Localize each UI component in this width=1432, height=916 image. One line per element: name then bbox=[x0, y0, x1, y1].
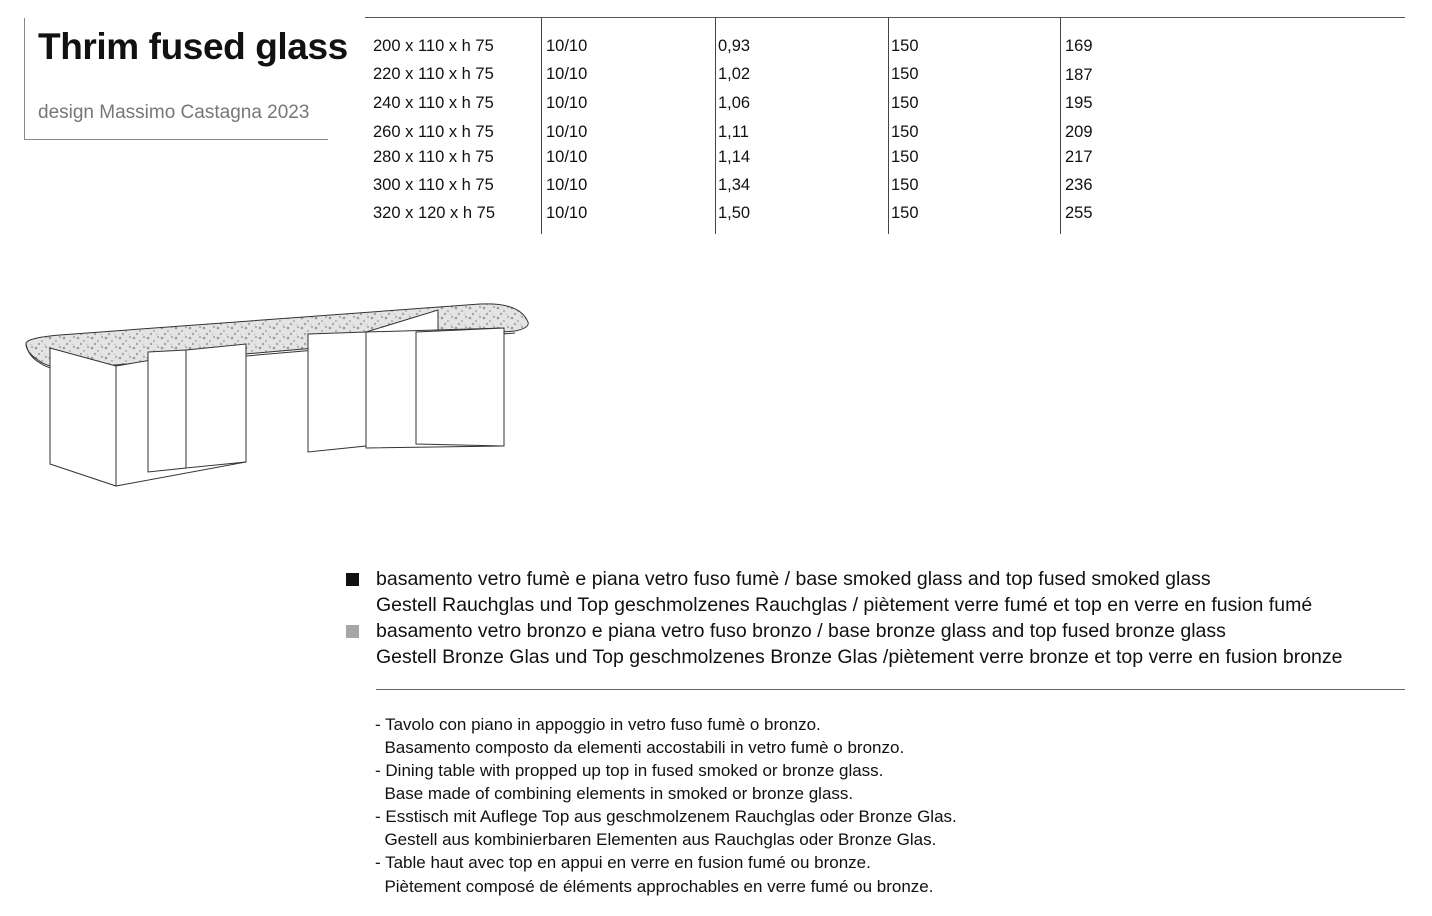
note-line: Piètement composé de éléments approchables en verre fumé ou bronze. bbox=[375, 877, 934, 896]
spec-cell: 150 bbox=[891, 94, 919, 112]
spec-cell: 150 bbox=[891, 37, 919, 55]
spec-cell: 1,06 bbox=[718, 94, 751, 112]
spec-cell: 1,02 bbox=[718, 65, 751, 83]
spec-cell: 150 bbox=[891, 176, 919, 194]
spec-cell: 280 x 110 x h 75 bbox=[373, 148, 494, 166]
spec-cell: 1,14 bbox=[718, 148, 751, 166]
spec-cell: 10/10 bbox=[546, 204, 588, 222]
finish-smoked-line2: Gestell Rauchglas und Top geschmolzenes Rauchglas / piètement verre fumé et top en verre en fusion fumé bbox=[376, 594, 1313, 616]
spec-col-2 bbox=[541, 18, 712, 234]
spec-cell: 187 bbox=[1065, 66, 1093, 84]
spec-col-5 bbox=[1060, 18, 1231, 234]
title-box bbox=[24, 18, 348, 140]
table-drawing bbox=[20, 296, 540, 496]
spec-cell: 209 bbox=[1065, 123, 1093, 141]
section-divider bbox=[376, 689, 1405, 690]
product-title: Thrim fused glass bbox=[38, 26, 348, 67]
finish-smoked-line1: basamento vetro fumè e piana vetro fuso fumè / base smoked glass and top fused smoked glass bbox=[376, 568, 1211, 590]
spec-col-3 bbox=[715, 18, 886, 234]
spec-cell: 0,93 bbox=[718, 37, 751, 55]
spec-cell: 255 bbox=[1065, 204, 1093, 222]
finish-bronze-line2: Gestell Bronze Glas und Top geschmolzenes Bronze Glas /piètement verre bronze et top verre en fusion bronze bbox=[376, 646, 1343, 668]
spec-cell: 10/10 bbox=[546, 37, 588, 55]
spec-cell: 169 bbox=[1065, 37, 1093, 55]
spec-cell: 195 bbox=[1065, 94, 1093, 112]
spec-cell: 320 x 120 x h 75 bbox=[373, 204, 496, 222]
spec-cell: 1,50 bbox=[718, 204, 751, 222]
spec-cell: 10/10 bbox=[546, 94, 588, 112]
note-line: - Tavolo con piano in appoggio in vetro fuso fumè o bronzo. bbox=[375, 715, 821, 734]
note-line: Gestell aus kombinierbaren Elementen aus Rauchglas oder Bronze Glas. bbox=[375, 830, 937, 849]
note-line: Base made of combining elements in smoked or bronze glass. bbox=[375, 784, 854, 803]
spec-cell: 236 bbox=[1065, 176, 1093, 194]
finish-bronze-line1: basamento vetro bronzo e piana vetro fuso bronzo / base bronze glass and top fused bronze glass bbox=[376, 620, 1226, 642]
spec-cell: 240 x 110 x h 75 bbox=[373, 94, 494, 112]
spec-cell: 150 bbox=[891, 123, 919, 141]
spec-cell: 10/10 bbox=[546, 65, 588, 83]
note-line: - Table haut avec top en appui en verre en fusion fumé ou bronze. bbox=[375, 853, 871, 872]
spec-cell: 150 bbox=[891, 65, 919, 83]
spec-cell: 200 x 110 x h 75 bbox=[373, 37, 494, 55]
spec-cell: 260 x 110 x h 75 bbox=[373, 123, 494, 141]
note-line: - Esstisch mit Auflege Top aus geschmolzenem Rauchglas oder Bronze Glas. bbox=[375, 807, 957, 826]
spec-cell: 217 bbox=[1065, 148, 1093, 166]
spec-cell: 220 x 110 x h 75 bbox=[373, 65, 494, 83]
note-line: Basamento composto da elementi accostabili in vetro fumè o bronzo. bbox=[375, 738, 905, 757]
note-line: - Dining table with propped up top in fused smoked or bronze glass. bbox=[375, 761, 884, 780]
finish-swatch-smoked bbox=[346, 573, 359, 586]
spec-cell: 10/10 bbox=[546, 123, 588, 141]
product-designer: design Massimo Castagna 2023 bbox=[38, 102, 310, 123]
spec-cell: 300 x 110 x h 75 bbox=[373, 176, 494, 194]
spec-cell: 150 bbox=[891, 204, 919, 222]
finish-swatch-bronze bbox=[346, 625, 359, 638]
spec-cell: 1,11 bbox=[718, 123, 749, 141]
spec-cell: 150 bbox=[891, 148, 919, 166]
spec-cell: 10/10 bbox=[546, 148, 588, 166]
spec-col-4 bbox=[888, 18, 1059, 234]
spec-cell: 10/10 bbox=[546, 176, 588, 194]
spec-cell: 1,34 bbox=[718, 176, 751, 194]
